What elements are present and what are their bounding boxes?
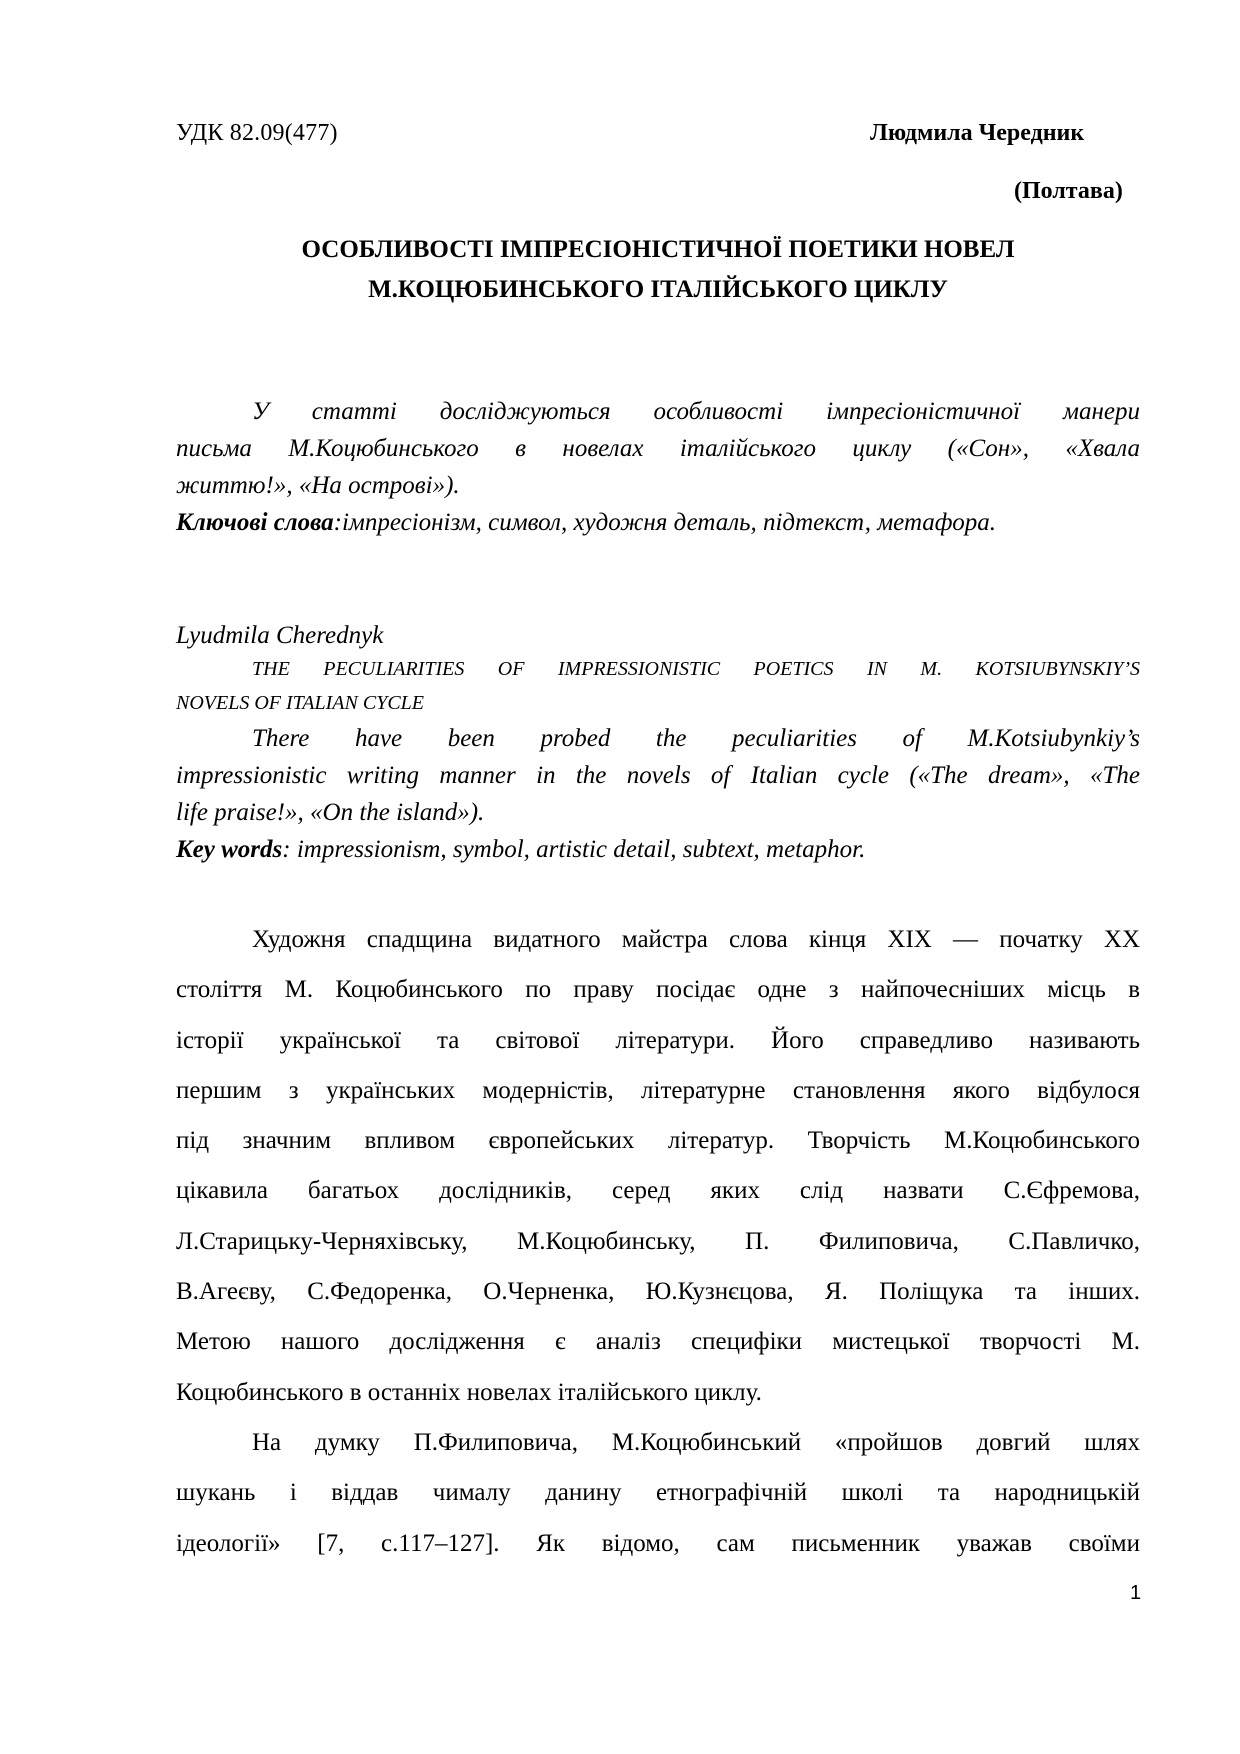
abstract-en-line: impressionistic writing manner in the novels of Italian cycle («The dream», «The — [176, 762, 1140, 789]
keywords-ua-text: :імпресіонізм, символ, художня деталь, підтекст, метафора. — [333, 509, 996, 536]
article-title-line-1: ОСОБЛИВОСТІ ІМПРЕСІОНІСТИЧНОЇ ПОЕТИКИ НОВЕЛ — [301, 236, 1015, 263]
abstract-en — [176, 620, 1140, 868]
abstract-en-line: There have been probed the peculiarities of M.Kotsiubynkiy’s — [252, 725, 1140, 752]
abstract-ua-line: життю!», «На острові»). — [176, 472, 460, 499]
author-name: Людмила Чередник — [870, 120, 1085, 146]
abstract-en-line: life praise!», «On the island»). — [176, 799, 485, 826]
body-line: століття М. Коцюбинського по праву посідає одне з найпочесніших місць в — [176, 976, 1140, 1004]
body-paragraph-1 — [176, 915, 1140, 1418]
body-line: На думку П.Филиповича, М.Коцюбинський «пройшов довгий шлях — [252, 1429, 1140, 1456]
keywords-en-label: Key words — [176, 836, 283, 863]
article-title-en-line-1: THE PECULIARITIES OF IMPRESSIONISTIC POETICS IN M. KOTSIUBYNSKIY’S — [252, 658, 1140, 680]
article-title-en-line-2: NOVELS OF ITALIAN CYCLE — [176, 692, 424, 714]
body-line: Метою нашого дослідження є аналіз специфіки мистецької творчості М. — [176, 1328, 1140, 1356]
body-line: Л.Старицьку-Черняхівську, М.Коцюбинську, П. Филиповича, С.Павличко, — [176, 1227, 1140, 1255]
article-title-line-2: М.КОЦЮБИНСЬКОГО ІТАЛІЙСЬКОГО ЦИКЛУ — [368, 276, 948, 303]
author-name-en: Lyudmila Cherednyk — [176, 622, 384, 649]
keywords-ua-label: Ключові слова — [176, 509, 334, 536]
body-line: В.Агеєву, С.Федоренка, О.Черненка, Ю.Кузнєцова, Я. Поліщука та інших. — [176, 1278, 1140, 1306]
abstract-ua-line: письма М.Коцюбинського в новелах італійського циклу («Сон», «Хвала — [176, 435, 1140, 462]
body-line: історії української та світової літератури. Його справедливо називають — [176, 1026, 1140, 1054]
body-line: Коцюбинського в останніх новелах італійського циклу. — [176, 1378, 762, 1406]
body-line: під значним впливом європейських літератур. Творчість М.Коцюбинського — [176, 1127, 1140, 1155]
body-line: першим з українських модерністів, літературне становлення якого відбулося — [176, 1076, 1140, 1104]
udk-code: УДК 82.09(477) — [176, 120, 338, 146]
body-line: цікавила багатьох дослідників, серед яких слід назвати С.Єфремова, — [176, 1177, 1140, 1205]
body-paragraph-2 — [176, 1418, 1140, 1569]
keywords-en — [176, 831, 1140, 868]
keywords-en-text: : impressionism, symbol, artistic detail, subtext, metaphor. — [282, 836, 866, 863]
keywords-ua — [176, 504, 1140, 541]
page-number: 1 — [1130, 1582, 1142, 1604]
body-line: ідеології» [7, с.117–127]. Як відомо, сам письменник уважав своїми — [176, 1529, 1140, 1557]
abstract-ua-line: У статті досліджуються особливості імпресіоністичної манери — [252, 398, 1140, 425]
body-line: Художня спадщина видатного майстра слова кінця XIX — початку XX — [252, 926, 1140, 953]
author-city: (Полтава) — [1014, 178, 1123, 204]
body-line: шукань і віддав чималу данину етнографічній школі та народницькій — [176, 1479, 1140, 1507]
abstract-ua — [176, 393, 1140, 541]
